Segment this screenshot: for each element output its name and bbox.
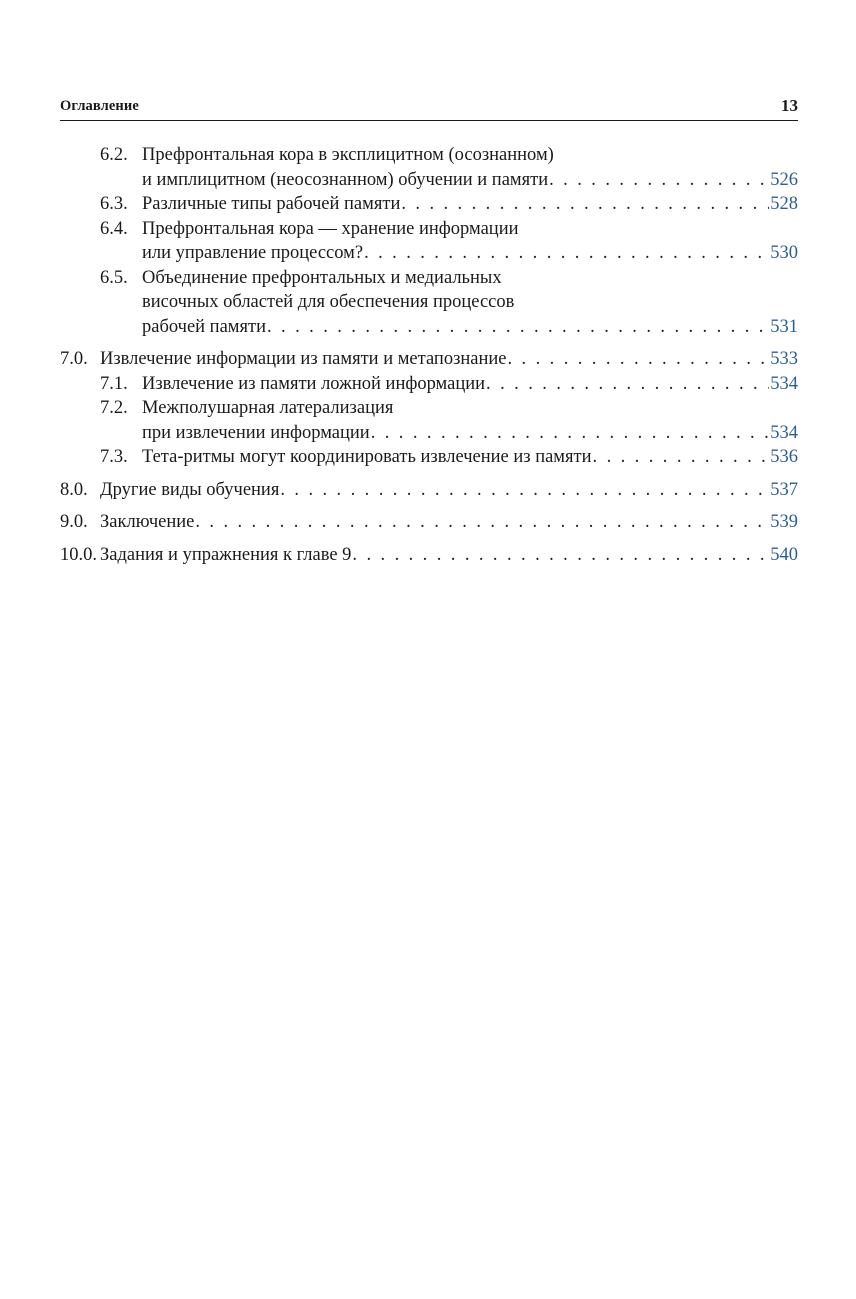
toc-entry-title: или управление процессом? (142, 243, 364, 263)
toc-entry-7-1[interactable] (60, 372, 798, 397)
toc-page-link[interactable]: 536 (770, 447, 798, 467)
toc-entry-number: 6.4. (100, 218, 128, 239)
toc-page-link[interactable]: 534 (770, 422, 798, 443)
leader-dots (195, 510, 769, 535)
toc-page-link[interactable]: 533 (770, 349, 798, 369)
toc-entry-title: Другие виды обучения (100, 479, 280, 500)
leader-dots (549, 168, 769, 193)
toc-entry-title: при извлечении информации (142, 422, 370, 443)
toc-entry-6-4[interactable] (60, 217, 798, 266)
toc-entry-number: 7.0. (60, 349, 88, 369)
toc-entry-title: Тета-ритмы могут координировать извлечение из памяти (142, 447, 592, 467)
leader-dots (267, 315, 769, 340)
toc-entry-6-2[interactable] (60, 143, 798, 192)
toc-entry-title: Извлечение из памяти ложной информации (142, 373, 486, 394)
toc-entry-title: Префронтальная кора — хранение информации (142, 218, 519, 239)
toc-entry-number: 10.0. (60, 544, 97, 565)
toc-entry-title: рабочей памяти (142, 316, 266, 337)
leader-dots (371, 421, 770, 446)
toc-entry-number: 7.1. (100, 373, 128, 394)
toc-entry-title: и имплицитном (неосознанном) обучении и памяти (142, 169, 549, 190)
toc-entry-number: 9.0. (60, 512, 88, 532)
toc-page-link[interactable]: 534 (770, 373, 798, 394)
leader-dots (352, 543, 769, 568)
toc-entry-number: 7.2. (100, 398, 128, 418)
toc-entry-8-0[interactable] (60, 478, 798, 503)
toc-entry-title: Заключение (100, 512, 195, 532)
running-header (60, 96, 798, 121)
leader-dots (280, 478, 769, 503)
toc-entry-7-2[interactable] (60, 396, 798, 445)
toc-page-link[interactable]: 530 (770, 243, 798, 263)
toc-page-link[interactable]: 540 (770, 544, 798, 565)
toc-entry-number: 6.3. (100, 194, 128, 214)
header-title: Оглавление (60, 98, 139, 114)
leader-dots (364, 241, 769, 266)
toc-entry-title: Префронтальная кора в эксплицитном (осознанном) (142, 145, 554, 165)
toc-entry-6-3[interactable] (60, 192, 798, 217)
toc-page-link[interactable]: 539 (770, 512, 798, 532)
table-of-contents (60, 143, 798, 567)
toc-entry-number: 8.0. (60, 479, 88, 500)
toc-entry-number: 6.2. (100, 145, 128, 165)
toc-entry-title: височных областей для обеспечения процессов (142, 292, 515, 312)
toc-entry-title: Межполушарная латерализация (142, 398, 394, 418)
toc-entry-title: Объединение префронтальных и медиальных (142, 267, 502, 288)
toc-entry-title: Различные типы рабочей памяти (142, 194, 401, 214)
header-page-number: 13 (781, 96, 798, 115)
toc-entry-6-5[interactable] (60, 266, 798, 340)
toc-entry-number: 6.5. (100, 267, 128, 288)
toc-entry-9-0[interactable] (60, 510, 798, 535)
toc-entry-number: 7.3. (100, 447, 128, 467)
toc-page-link[interactable]: 526 (770, 169, 798, 190)
toc-entry-title: Извлечение информации из памяти и метапознание (100, 349, 507, 369)
toc-page-link[interactable]: 531 (770, 316, 798, 337)
leader-dots (593, 445, 770, 470)
leader-dots (508, 347, 770, 372)
toc-entry-title: Задания и упражнения к главе 9 (100, 544, 352, 565)
leader-dots (401, 192, 769, 217)
toc-entry-10-0[interactable] (60, 543, 798, 568)
toc-entry-7-3[interactable] (60, 445, 798, 470)
leader-dots (486, 372, 769, 397)
toc-page-link[interactable]: 528 (770, 194, 798, 214)
toc-page-link[interactable]: 537 (770, 479, 798, 500)
toc-entry-7-0[interactable] (60, 347, 798, 372)
